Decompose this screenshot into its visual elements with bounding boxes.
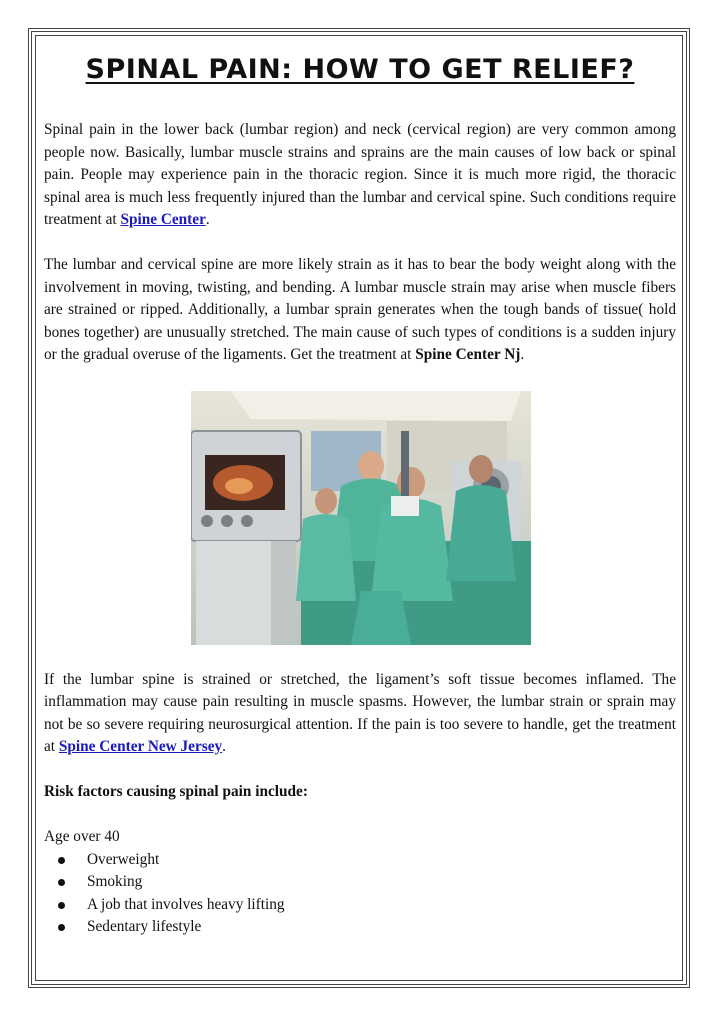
bullet-icon [58, 902, 65, 909]
spine-center-link[interactable]: Spine Center [120, 211, 206, 228]
bullet-icon [58, 924, 65, 931]
risk-item-age: Age over 40 [44, 828, 120, 845]
bullet-icon [58, 857, 65, 864]
list-item: A job that involves heavy lifting [44, 894, 676, 917]
spine-center-new-jersey-link[interactable]: Spine Center New Jersey [58, 738, 223, 755]
list-item: Sedentary lifestyle [44, 916, 676, 939]
page-title: SPINAL PAIN: HOW TO GET RELIEF? [85, 54, 635, 85]
spine-center-nj-text: Spine Center Nj [415, 346, 521, 363]
risk-factors-heading: Risk factors causing spinal pain include: [44, 783, 308, 800]
risk-factors-list [44, 849, 676, 939]
document-body [44, 46, 676, 939]
paragraph-causes: The lumbar and cervical spine are more likely strain as it has to bear the body weight along with the involvement in moving, twisting, and bending. A lumbar muscle strain may arise when muscle fibers are strained or ripped. Additionally, a lumbar sprain generates when the tough bands of tissue( hold bones together) are unusually stretched. The main cause of such types of conditions is a sudden injury or the gradual overuse of the ligaments. Get the treatment at Spine Center Nj. [44, 256, 676, 363]
surgery-photo [191, 391, 531, 645]
paragraph-inflammation: If the lumbar spine is strained or stretched, the ligament’s soft tissue becomes inflamed. The inflammation may cause pain resulting in muscle spasms. However, the lumbar strain or sprain may not be so severe requiring neurosurgical attention. If the pain is too severe to handle, get the treatment at Spine Center New Jersey. [44, 670, 676, 755]
bullet-icon [58, 879, 65, 886]
paragraph-intro: Spinal pain in the lower back (lumbar region) and neck (cervical region) are very common among people now. Basically, lumbar muscle strains and sprains are the main causes of low back or spinal pain. People may experience pain in the thoracic region. Since it is much more rigid, the thoracic spinal area is much less frequently injured than the lumbar and cervical spine. Such conditions require treatment at Spine Center. [44, 121, 676, 228]
list-item: Overweight [44, 849, 676, 872]
list-item: Smoking [44, 871, 676, 894]
